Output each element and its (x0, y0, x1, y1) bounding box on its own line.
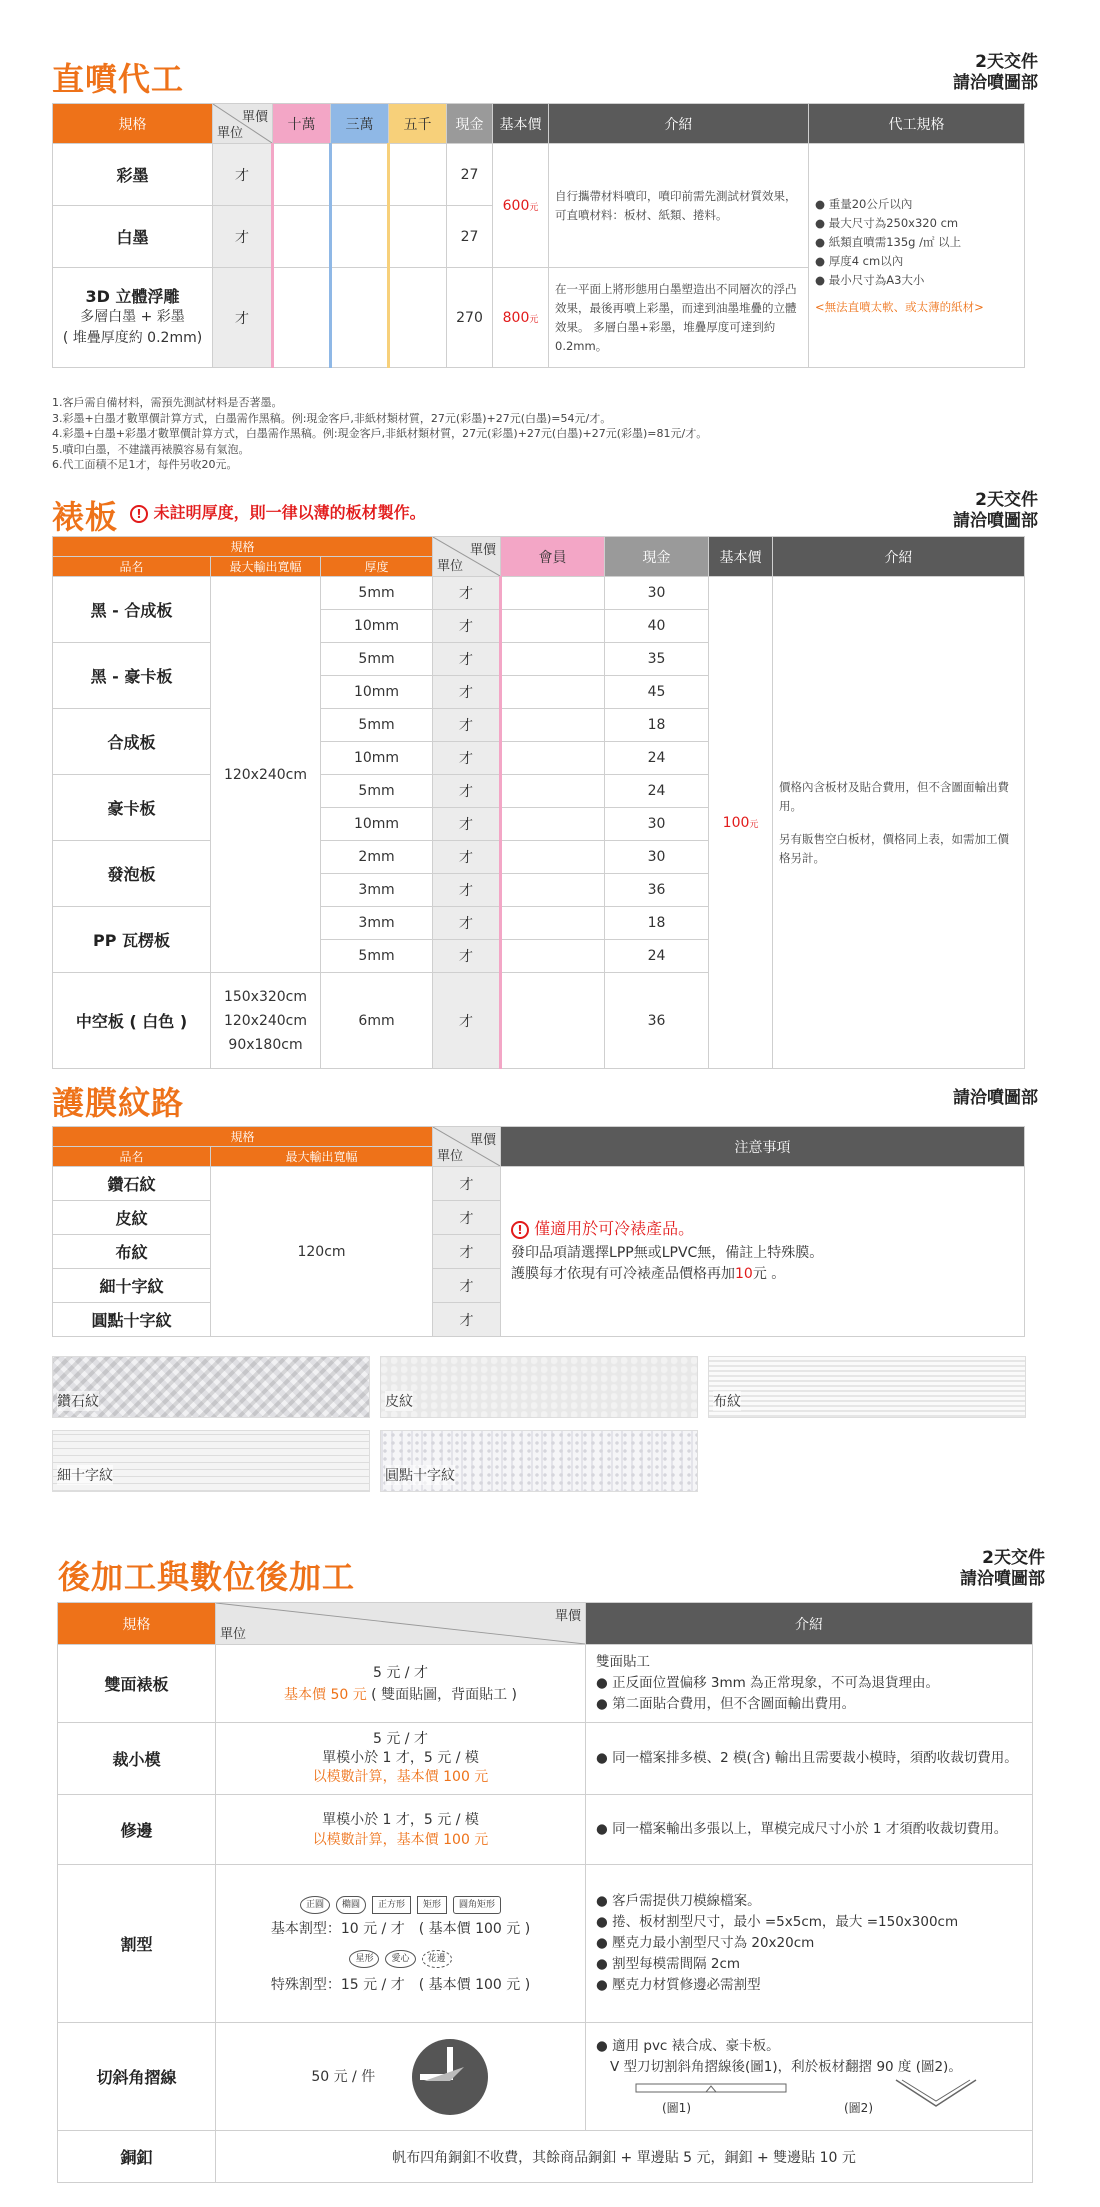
die-cut-shapes: 正圓 橢圓 正方形 矩形 圓角矩形 基本割型：10 元 / 才 ( 基本價 100 元 ) 星形 愛心 花邊 特殊割型：15 元 / 才 ( 基本價 100 元 ) (216, 1865, 586, 2023)
th-5k: 五千 (389, 104, 447, 144)
texture-leather: 皮紋 (380, 1356, 698, 1418)
row-bevel-fold: 切斜角摺線 (58, 2023, 216, 2131)
base-100: 100元 (709, 577, 773, 1069)
max-width: 120x240cm (211, 577, 321, 973)
row-die-cut: 割型 (58, 1865, 216, 2023)
row-small-cut: 裁小模 (58, 1723, 216, 1795)
film-leather: 皮紋 (53, 1201, 211, 1235)
film-diamond: 鑽石紋 (53, 1167, 211, 1201)
section2-warning: ! 未註明厚度，則一律以薄的板材製作。 (130, 500, 426, 523)
th-base: 基本價 (493, 104, 549, 144)
mount-board-table: 規格 單價 單位 會員 現金 基本價 介紹 品名 最大輸出寬幅 厚度 黑 - 合成板 120x240cm 5mm 才 30 100元 價格內含板材及貼合費用，但不含圖面輸出費用。 另有販售空白板材，價格同上表，如需加工價格另計。 10mm 才 40 黑 - 豪卡板 5mm 才 35 10mm 才 45 合成板 5mm 才 18 10mm 才 24 豪卡板 5mm 才 24 10mm 才 30 發泡板 2mm 才 30 3mm 才 36 PP 瓦楞板 3mm 才 18 5mm 才 24 中空板 ( 白色 ) 150x320cm 120x240cm 90x180cm 6mm 才 36 (52, 536, 1025, 1069)
th-30k: 三萬 (331, 104, 389, 144)
texture-cloth: 布紋 (708, 1356, 1026, 1418)
warning-icon: ! (130, 505, 148, 523)
row-white-ink: 白墨 (53, 206, 213, 268)
heart-shape-icon: 愛心 (385, 1950, 415, 1968)
circle-shape-icon: 正圓 (300, 1896, 330, 1914)
section3-contact: 請洽噴圖部 (953, 1088, 1038, 1108)
film-dot-cross: 圓點十字紋 (53, 1303, 211, 1337)
rect-shape-icon: 矩形 (417, 1896, 447, 1914)
base-600: 600元 (493, 144, 549, 268)
film-notes: ! 僅適用於可冷裱產品。 發印品項請選擇LPP無或LPVC無，備註上特殊膜。 護膜每才依現有可冷裱產品價格再加10元 。 (501, 1167, 1025, 1337)
group-hollow: 中空板 ( 白色 ) (53, 973, 211, 1069)
row-3d: 3D 立體浮雕 多層白墨 + 彩墨 ( 堆疊厚度約 0.2mm) (53, 268, 213, 368)
fold-diagram-icon (596, 2078, 1016, 2118)
th-unit-diag: 單價 單位 (213, 104, 273, 144)
intro-mount: 價格內含板材及貼合費用，但不含圖面輸出費用。 另有販售空白板材，價格同上表，如需加工價格另計。 (773, 577, 1025, 1069)
section2-delivery: 2天交件 請洽噴圖部 (953, 490, 1038, 531)
th-proc: 代工規格 (809, 104, 1025, 144)
row-color-ink: 彩墨 (53, 144, 213, 206)
group-pp: PP 瓦楞板 (53, 907, 211, 973)
section1-title: 直噴代工 (52, 60, 185, 98)
intro-1: 自行攜帶材料噴印，噴印前需先測試材質效果，可直噴材料：板材、紙類、捲料。 (549, 144, 809, 268)
warning-icon: ! (511, 1221, 529, 1239)
section2-title: 裱板 (52, 498, 119, 536)
group-synthetic: 合成板 (53, 709, 211, 775)
round-rect-shape-icon: 圓角矩形 (453, 1896, 501, 1914)
th-cash: 現金 (447, 104, 493, 144)
row-grommet: 銅釦 (58, 2131, 216, 2183)
film-cloth: 布紋 (53, 1235, 211, 1269)
section1-notes: 1.客戶需自備材料，需預先測試材料是否著墨。 3.彩墨+白墨才數單價計算方式，白墨需作黑稿。例:現金客戶,非紙材類材質，27元(彩墨)+27元(白墨)=54元/才。 4.彩墨+白墨+彩墨才數單價計算方式，白墨需作黑稿。例:現金客戶,非紙材類材質，27元(彩墨)+27元(白墨)+27元(彩墨)=81元/才。 5.噴印白墨，不建議再裱膜容易有氣泡。 6.代工面積不足1才，每件另收20元。 (52, 396, 708, 471)
section3-title: 護膜紋路 (52, 1084, 185, 1122)
bevel-fold-icon (410, 2037, 490, 2117)
texture-diamond: 鑽石紋 (52, 1356, 370, 1418)
section4-delivery: 2天交件 請洽噴圖部 (960, 1548, 1045, 1589)
base-800: 800元 (493, 268, 549, 368)
th-spec: 規格 (53, 104, 213, 144)
star-shape-icon: 星形 (349, 1950, 379, 1968)
square-shape-icon: 正方形 (372, 1896, 411, 1914)
row-double-mount: 雙面裱板 (58, 1645, 216, 1723)
post-process-table: 規格 單價 單位 介紹 雙面裱板 5 元 / 才 基本價 50 元 ( 雙面貼圖，背面貼工 ) 雙面貼工 ● 正反面位置偏移 3mm 為正常現象，不可為退貨理由。 ● 第二面貼合費用，但不含圖面輸出費用。 裁小模 5 元 / 才 單模小於 1 才，5 元 / 模 以模數計算，基本價 100 元 ● 同一檔案排多模、2 模(含) 輸出且需要裁小模時，須酌收裁切費用。 修邊 單模小於 1 才，5 元 / 模 以模數計算，基本價 100 元 ● 同一檔案輸出多張以上，單模完成尺寸小於 1 才須酌收裁切費用。 割型 正圓 橢圓 正方形 矩形 圓角矩形 基本割型：10 元 / 才 ( 基本價 100 元 ) 星形 愛心 花邊 特殊割型：15 元 / 才 ( 基本價 100 元 ) ● 客戶需提供刀模線檔案。 ● 捲、板材割型尺寸，最小 =5x5cm，最大 =150x300cm ● 壓克力最小割型尺寸為 20x20cm ● 割型每模需間隔 2cm ● 壓克力材質修邊必需割型 切斜角摺線 50 元 / 件 ● 適用 pvc 裱合成、豪卡板。 V 型刀切割斜角摺線後(圖1)，利於板材翻摺 90 度 (圖2)。 (圖1) (圖2) 銅釦 帆布四角銅釦不收費，其餘商品銅釦 + 單邊貼 5 元，銅釦 + 雙邊貼 10 元 (57, 1602, 1033, 2183)
film-cross: 細十字紋 (53, 1269, 211, 1303)
group-black-synthetic: 黑 - 合成板 (53, 577, 211, 643)
section4-title: 後加工與數位後加工 (58, 1558, 356, 1596)
proc-spec: ● 重量20公斤以內 ● 最大尺寸為250x320 cm ● 紙類直噴需135g /㎡ 以上 ● 厚度4 cm以內 ● 最小尺寸為A3大小 <無法直噴太軟、或太薄的紙材> (809, 144, 1025, 368)
th-intro: 介紹 (549, 104, 809, 144)
th-100k: 十萬 (273, 104, 331, 144)
group-black-foamcard: 黑 - 豪卡板 (53, 643, 211, 709)
film-max-width: 120cm (211, 1167, 433, 1337)
th-unit-diag2: 單價 單位 (433, 537, 501, 577)
row-trim: 修邊 (58, 1795, 216, 1865)
section1-delivery: 2天交件 請洽噴圖部 (953, 52, 1038, 93)
ellipse-shape-icon: 橢圓 (336, 1896, 366, 1914)
film-texture-table: 規格 單價 單位 注意事項 品名 最大輸出寬幅 鑽石紋 120cm 才 ! 僅適用於可冷裱產品。 發印品項請選擇LPP無或LPVC無，備註上特殊膜。 護膜每才依現有可冷裱產品價格再加10元 。 皮紋 才 布紋 才 細十字紋 才 圓點十字紋 才 (52, 1126, 1025, 1337)
direct-print-table: 規格 單價 單位 十萬 三萬 五千 現金 基本價 介紹 代工規格 彩墨 才 27 600元 自行攜帶材料噴印，噴印前需先測試材質效果，可直噴材料：板材、紙類、捲料。 ● 重量20公斤以內 ● 最大尺寸為250x320 cm ● 紙類直噴需135g /㎡ 以上 ● 厚度4 cm以內 ● 最小尺寸為A3大小 <無法直噴太軟、或太薄的紙材> 白墨 才 27 3D 立體浮雕 多層白墨 + 彩墨 ( 堆疊厚度約 0.2mm) 才 270 800元 在一平面上將形態用白墨塑造出不同層次的浮凸效果，最後再噴上彩墨，而達到油墨堆疊的立體效果。 多層白墨+彩墨，堆疊厚度可達到約0.2mm。 (52, 103, 1025, 368)
group-foamcard: 豪卡板 (53, 775, 211, 841)
intro-2: 在一平面上將形態用白墨塑造出不同層次的浮凸效果，最後再噴上彩墨，而達到油墨堆疊的立體效果。 多層白墨+彩墨，堆疊厚度可達到約0.2mm。 (549, 268, 809, 368)
texture-dot-cross: 圓點十字紋 (380, 1430, 698, 1492)
scallop-shape-icon: 花邊 (422, 1950, 452, 1968)
texture-cross: 細十字紋 (52, 1430, 370, 1492)
group-foam: 發泡板 (53, 841, 211, 907)
